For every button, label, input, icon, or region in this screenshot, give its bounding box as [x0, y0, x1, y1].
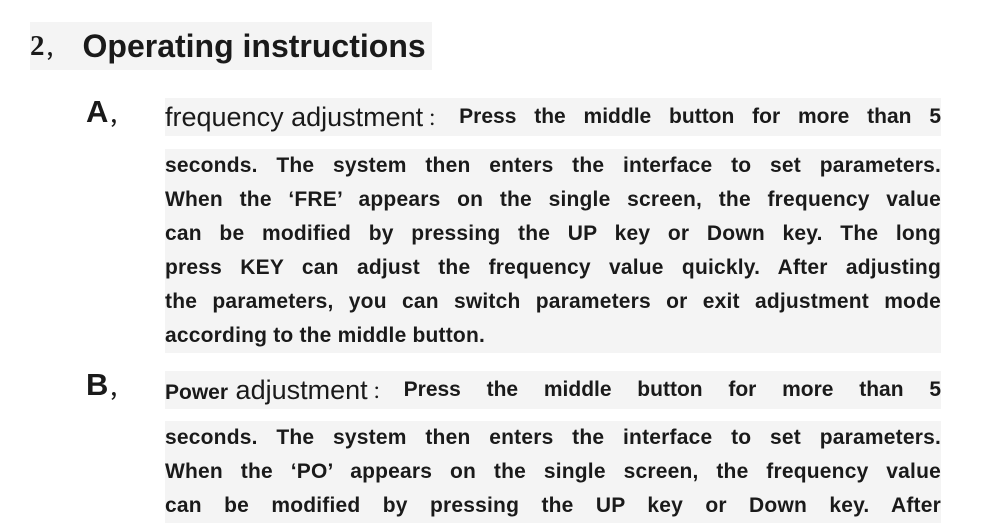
paragraph-line: seconds. The system then enters the interface to set parameters. — [165, 149, 941, 183]
section-a-lead-text: Press the middle button for more than 5 — [459, 105, 941, 128]
section-b-title-bold: Power — [165, 380, 229, 404]
section-b-title-rest: adjustment — [235, 374, 368, 405]
section-b-separator: ， — [110, 375, 133, 400]
paragraph-line: When the ‘PO’ appears on the single screen, the frequency value — [165, 455, 941, 489]
paragraph-line: the parameters, you can switch parameters or exit adjustment mode — [165, 285, 941, 319]
heading-title: Operating instructions — [82, 27, 426, 64]
paragraph-line: seconds. The system then enters the interface to set parameters. — [165, 421, 941, 455]
section-a-lead — [165, 98, 941, 136]
heading-number: 2 — [30, 29, 45, 62]
paragraph-line: according to the middle button. — [165, 319, 941, 353]
paragraph-line: When the ‘FRE’ appears on the single screen, the frequency value — [165, 183, 941, 217]
section-b-title — [165, 375, 368, 406]
section-b-lead — [165, 371, 941, 409]
paragraph-line: can be modified by pressing the UP key or Down key. After — [165, 489, 941, 523]
paragraph-line: press KEY can adjust the frequency value quickly. After adjusting — [165, 251, 941, 285]
section-a-separator: ， — [110, 102, 133, 127]
section-b-paragraph — [165, 421, 941, 523]
section-a-colon: ： — [427, 105, 450, 131]
section-heading — [30, 22, 432, 70]
section-b-letter: B — [86, 367, 109, 402]
section-b-colon: ： — [371, 378, 394, 404]
section-a-letter: A — [86, 94, 109, 129]
section-a-label — [86, 94, 132, 130]
section-a-paragraph — [165, 149, 941, 353]
section-b-label — [86, 367, 132, 403]
section-a-title: frequency adjustment — [165, 101, 424, 132]
paragraph-line: can be modified by pressing the UP key or Down key. The long — [165, 217, 941, 251]
section-b-lead-text: Press the middle button for more than 5 — [403, 378, 941, 401]
heading-separator: ， — [46, 34, 69, 60]
